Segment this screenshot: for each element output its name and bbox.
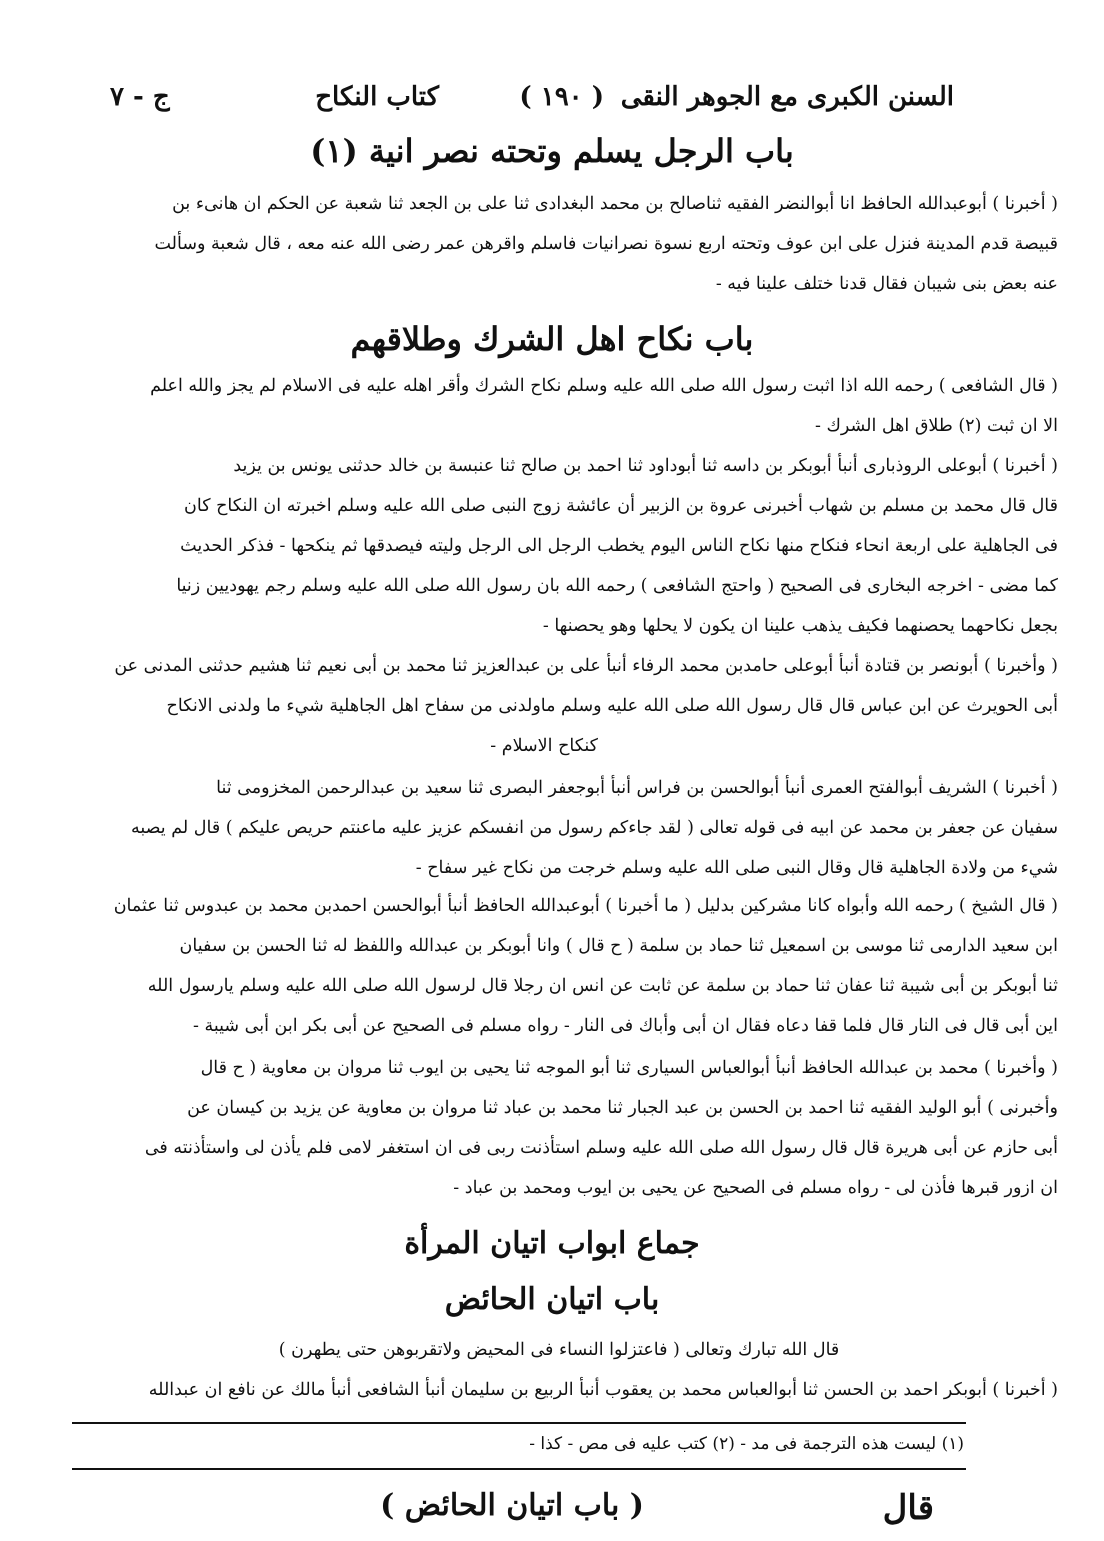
text-line: كنكاح الاسلام -	[490, 736, 598, 756]
section-title: باب الرجل يسلم وتحته نصر انية (١)	[310, 132, 794, 170]
text-line: ( قال الشيخ ) رحمه الله وأبواه كانا مشركين بدليل ( ما أخبرنا ) أبوعبدالله الحافظ أنبأ أبوالحسن احمدبن محمد بن عبدوس ثنا عثمان	[113, 896, 1058, 916]
catchword: قال	[882, 1488, 934, 1528]
text-line: أبى حازم عن أبى هريرة قال قال رسول الله صلى الله عليه وسلم استأذنت ربى فى ان استغفر لامى فلم يأذن لى واستأذنته فى	[144, 1138, 1058, 1158]
paragraph	[60, 366, 1058, 446]
text-line: فى الجاهلية على اربعة انحاء فنكاح منها نكاح الناس اليوم يخطب الرجل الى الرجل وليته فيصدقها ثم ينكحها - فذكر الحديث	[180, 536, 1058, 556]
text-line: أبى الحويرث عن ابن عباس قال قال رسول الله صلى الله عليه وسلم ماولدنى من سفاح اهل الجاهلية شيء ما ولدنى الانكاح	[166, 696, 1058, 716]
text-line: ( قال الشافعى ) رحمه الله اذا اثبت رسول الله صلى الله عليه وسلم نكاح الشرك وأقر اهله عليه فى الاسلام لم يجز والله اعلم	[150, 376, 1058, 396]
footnote-rule	[72, 1422, 966, 1424]
paragraph	[60, 646, 1058, 766]
text-line: سفيان عن جعفر بن محمد عن ابيه فى قوله تعالى ( لقد جاءكم رسول من انفسكم عزيز عليه ماعنتم حريص عليكم ) قال لم يصبه	[130, 818, 1058, 838]
header-volume: ج - ٧	[110, 82, 170, 112]
quran-verse-line: قال الله تبارك وتعالى ( فاعتزلوا النساء فى المحيض ولاتقربوهن حتى يطهرن )	[278, 1340, 840, 1360]
text-line: ابن سعيد الدارمى ثنا موسى بن اسمعيل ثنا حماد بن سلمة ( ح قال ) وانا أبوبكر بن عبدالله واللفظ له ثنا الحسن بن سفيان	[179, 936, 1058, 956]
text-line: قبيصة قدم المدينة فنزل على ابن عوف وتحته اربع نسوة نصرانيات فاسلم واقرهن عمر رضى الله عنه معه ، قال شعبة وسألت	[154, 234, 1058, 254]
text-line: ( أخبرنا ) أبوبكر احمد بن الحسن ثنا أبوالعباس محمد بن يعقوب أنبأ الربيع بن سليمان أنبأ الشافعى أنبأ مالك عن نافع ان عبدالله	[148, 1380, 1058, 1400]
text-line: اين أبى قال فى النار قال فلما قفا دعاه فقال ان أبى وأباك فى النار - رواه مسلم فى الصحيح عن أبى بكر ابن أبى شيبة -	[192, 1016, 1058, 1036]
paragraph	[60, 1048, 1058, 1208]
running-title: ( باب اتيان الحائض )	[380, 1488, 644, 1523]
paragraph	[60, 184, 1058, 304]
footer-rule	[72, 1468, 966, 1470]
section-title: باب اتيان الحائض	[444, 1282, 660, 1317]
text-line: ( أخبرنا ) الشريف أبوالفتح العمرى أنبأ أبوالحسن بن فراس أنبأ أبوجعفر البصرى ثنا سعيد بن عبدالرحمن المخزومى ثنا	[216, 778, 1058, 798]
paragraph	[60, 446, 1058, 646]
text-line: ( وأخبرنا ) أبونصر بن قتادة أنبأ أبوعلى حامدبن محمد الرفاء أنبأ على بن عبدالعزيز ثنا محمد بن أبى نعيم ثنا هشيم حدثنى المدنى عن	[114, 656, 1058, 676]
header-page-number: ( ١٩٠ )	[519, 82, 604, 112]
text-line: ثنا أبوبكر بن أبى شيبة ثنا عفان ثنا حماد بن سلمة عن ثابت عن انس ان رجلا قال لرسول الله صلى الله عليه وسلم يارسول الله	[147, 976, 1058, 996]
footnotes: (١) ليست هذه الترجمة فى مد - (٢) كتب عليه فى مص - كذا -	[529, 1434, 964, 1454]
text-line: بجعل نكاحهما يحصنهما فكيف يذهب علينا ان يكون لا يحلها وهو يحصنها -	[542, 616, 1058, 636]
text-line: عنه بعض بنى شيبان فقال قدنا ختلف علينا فيه -	[715, 274, 1058, 294]
text-line: شيء من ولادة الجاهلية قال وقال النبى صلى الله عليه وسلم خرجت من نكاح غير سفاح -	[415, 858, 1058, 878]
text-line: وأخبرنى ) أبو الوليد الفقيه ثنا احمد بن الحسن بن عبد الجبار ثنا محمد بن عباد ثنا مروان بن معاوية عن يزيد بن كيسان عن	[187, 1098, 1058, 1118]
paragraph	[60, 1330, 1058, 1370]
paragraph	[60, 1370, 1058, 1410]
paragraph	[60, 886, 1058, 1046]
text-line: ان ازور قبرها فأذن لى - رواه مسلم فى الصحيح عن يحيى بن ايوب ومحمد بن عباد -	[453, 1178, 1058, 1198]
text-line: كما مضى - اخرجه البخارى فى الصحيح ( واحتج الشافعى ) رحمه الله بان رسول الله صلى الله عليه وسلم رجم يهوديين زنيا	[176, 576, 1058, 596]
page-header	[110, 72, 954, 128]
text-line: ( أخبرنا ) أبوعلى الروذبارى أنبأ أبوبكر بن داسه ثنا أبوداود ثنا احمد بن صالح ثنا عنبسة بن خالد حدثنى يونس بن يزيد	[233, 456, 1058, 476]
text-line: ( أخبرنا ) أبوعبدالله الحافظ انا أبوالنضر الفقيه ثناصالح بن محمد البغدادى ثنا على بن الجعد ثنا شعبة عن الحكم ان هانىء بن	[172, 194, 1058, 214]
text-line: ( وأخبرنا ) محمد بن عبدالله الحافظ أنبأ أبوالعباس السيارى ثنا أبو الموجه ثنا يحيى بن ايوب ثنا مروان بن معاوية ( ح قال	[200, 1058, 1058, 1078]
text-line: قال قال محمد بن مسلم بن شهاب أخبرنى عروة بن الزبير أن عائشة زوج النبى صلى الله عليه وسلم اخبرته ان النكاح كان	[184, 496, 1058, 516]
text-line: الا ان ثبت (٢) طلاق اهل الشرك -	[815, 416, 1058, 436]
section-title: باب نكاح اهل الشرك وطلاقهم	[350, 320, 754, 358]
paragraph	[60, 768, 1058, 888]
header-book-title: السنن الكبرى مع الجوهر النقى	[620, 82, 954, 112]
header-chapter: كتاب النكاح	[315, 82, 439, 112]
section-title: جماع ابواب اتيان المرأة	[404, 1226, 700, 1261]
